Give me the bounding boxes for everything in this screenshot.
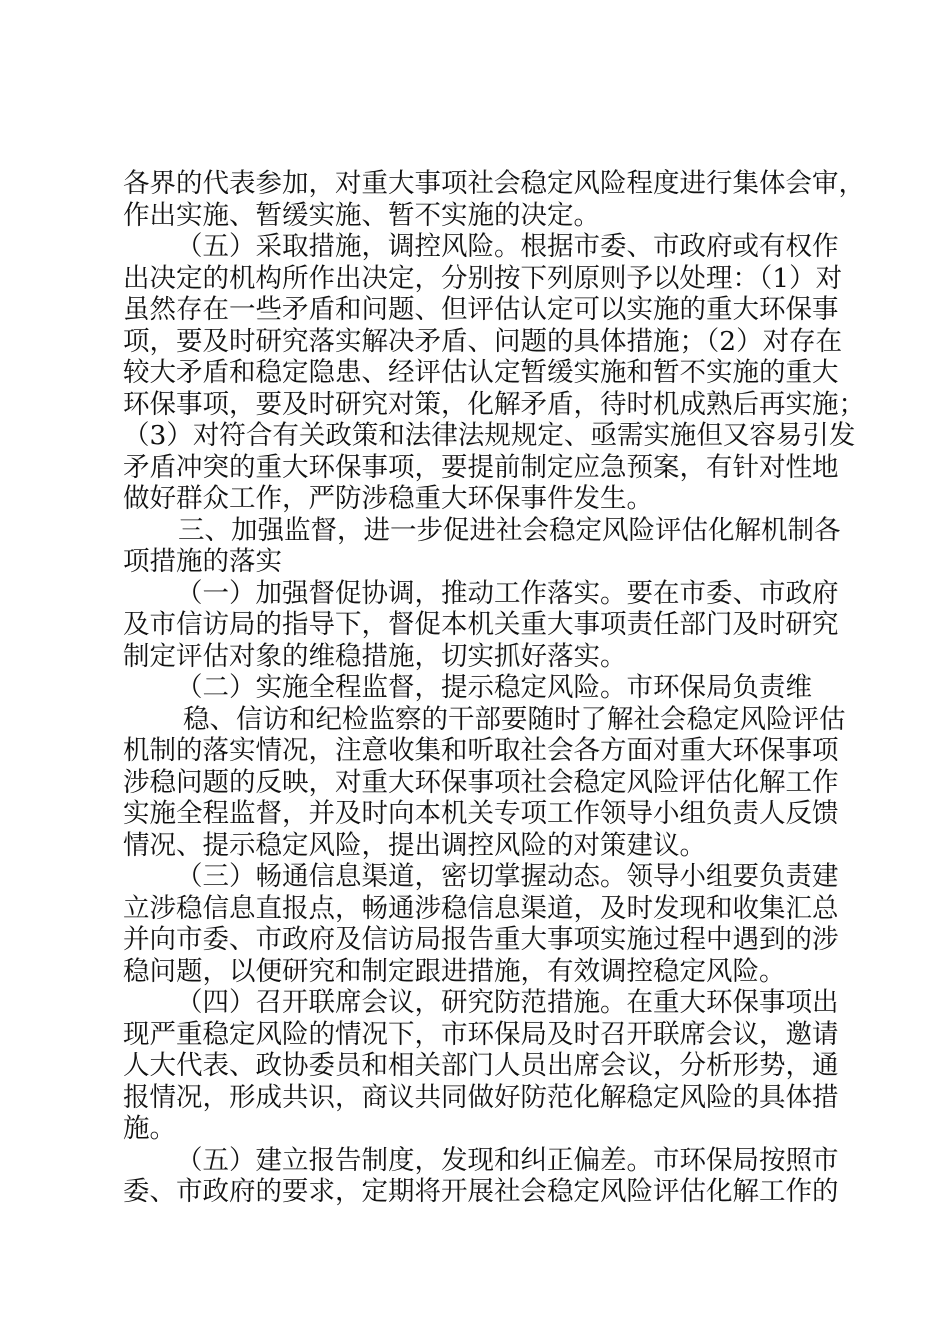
document-body [123,168,865,1208]
section-heading: 项措施的落实 [123,546,282,577]
text-line: （四）召开联席会议，研究防范措施。在重大环保事项出 [176,987,839,1018]
text-line: 报情况，形成共识，商议共同做好防范化解稳定风险的具体措 [123,1081,839,1113]
text-line: 环保事项，要及时研究对策，化解矛盾，待时机成熟后再实施； [123,388,865,420]
text-line: 涉稳问题的反映，对重大环保事项社会稳定风险评估化解工作 [123,766,839,798]
text-line: 矛盾冲突的重大环保事项，要提前制定应急预案，有针对性地 [123,451,839,483]
text-line: （五）采取措施，调控风险。根据市委、市政府或有权作 [176,231,839,262]
text-line: 稳问题，以便研究和制定跟进措施，有效调控稳定风险。 [123,955,786,987]
section-heading: 三、加强监督，进一步促进社会稳定风险评估化解机制各 [178,514,841,546]
text-line: 实施全程监督，并及时向本机关专项工作领导小组负责人反馈 [123,798,839,829]
text-line: （五）建立报告制度，发现和纠正偏差。市环保局按照市 [176,1144,839,1176]
text-line: 立涉稳信息直报点，畅通涉稳信息渠道，及时发现和收集汇总 [123,892,839,924]
text-line: 机制的落实情况，注意收集和听取社会各方面对重大环保事项 [123,735,839,766]
text-line: （三）畅通信息渠道，密切掌握动态。领导小组要负责建 [176,861,839,892]
text-line: 人大代表、政协委员和相关部门人员出席会议，分析形势，通 [123,1050,839,1081]
text-line: 出决定的机构所作出决定，分别按下列原则予以处理：（1）对 [123,262,843,294]
text-line: 现严重稳定风险的情况下，市环保局及时召开联席会议，邀请 [123,1018,839,1050]
text-line: 施。 [123,1113,176,1144]
text-line: （二）实施全程监督，提示稳定风险。市环保局负责维 [176,672,812,703]
text-line: 制定评估对象的维稳措施，切实抓好落实。 [123,640,627,672]
text-line: （一）加强督促协调，推动工作落实。要在市委、市政府 [176,577,839,609]
text-line: 稳、信访和纪检监察的干部要随时了解社会稳定风险评估 [183,703,846,735]
text-line: 情况、提示稳定风险，提出调控风险的对策建议。 [123,829,706,861]
text-line: 虽然存在一些矛盾和问题、但评估认定可以实施的重大环保事 [123,294,839,325]
text-line: 项，要及时研究落实解决矛盾、问题的具体措施；（2）对存在 [123,325,843,357]
text-line: 委、市政府的要求，定期将开展社会稳定风险评估化解工作的 [123,1176,839,1207]
text-line: 作出实施、暂缓实施、暂不实施的决定。 [123,199,600,231]
text-line: 做好群众工作，严防涉稳重大环保事件发生。 [123,483,653,514]
text-line: 较大矛盾和稳定隐患、经评估认定暂缓实施和暂不实施的重大 [123,357,839,388]
text-line: 并向市委、市政府及信访局报告重大事项实施过程中遇到的涉 [123,924,839,955]
text-line: 各界的代表参加，对重大事项社会稳定风险程度进行集体会审， [123,168,865,199]
text-line: （3）对符合有关政策和法律法规规定、亟需实施但又容易引发 [123,420,856,451]
text-line: 及市信访局的指导下，督促本机关重大事项责任部门及时研究 [123,609,839,640]
